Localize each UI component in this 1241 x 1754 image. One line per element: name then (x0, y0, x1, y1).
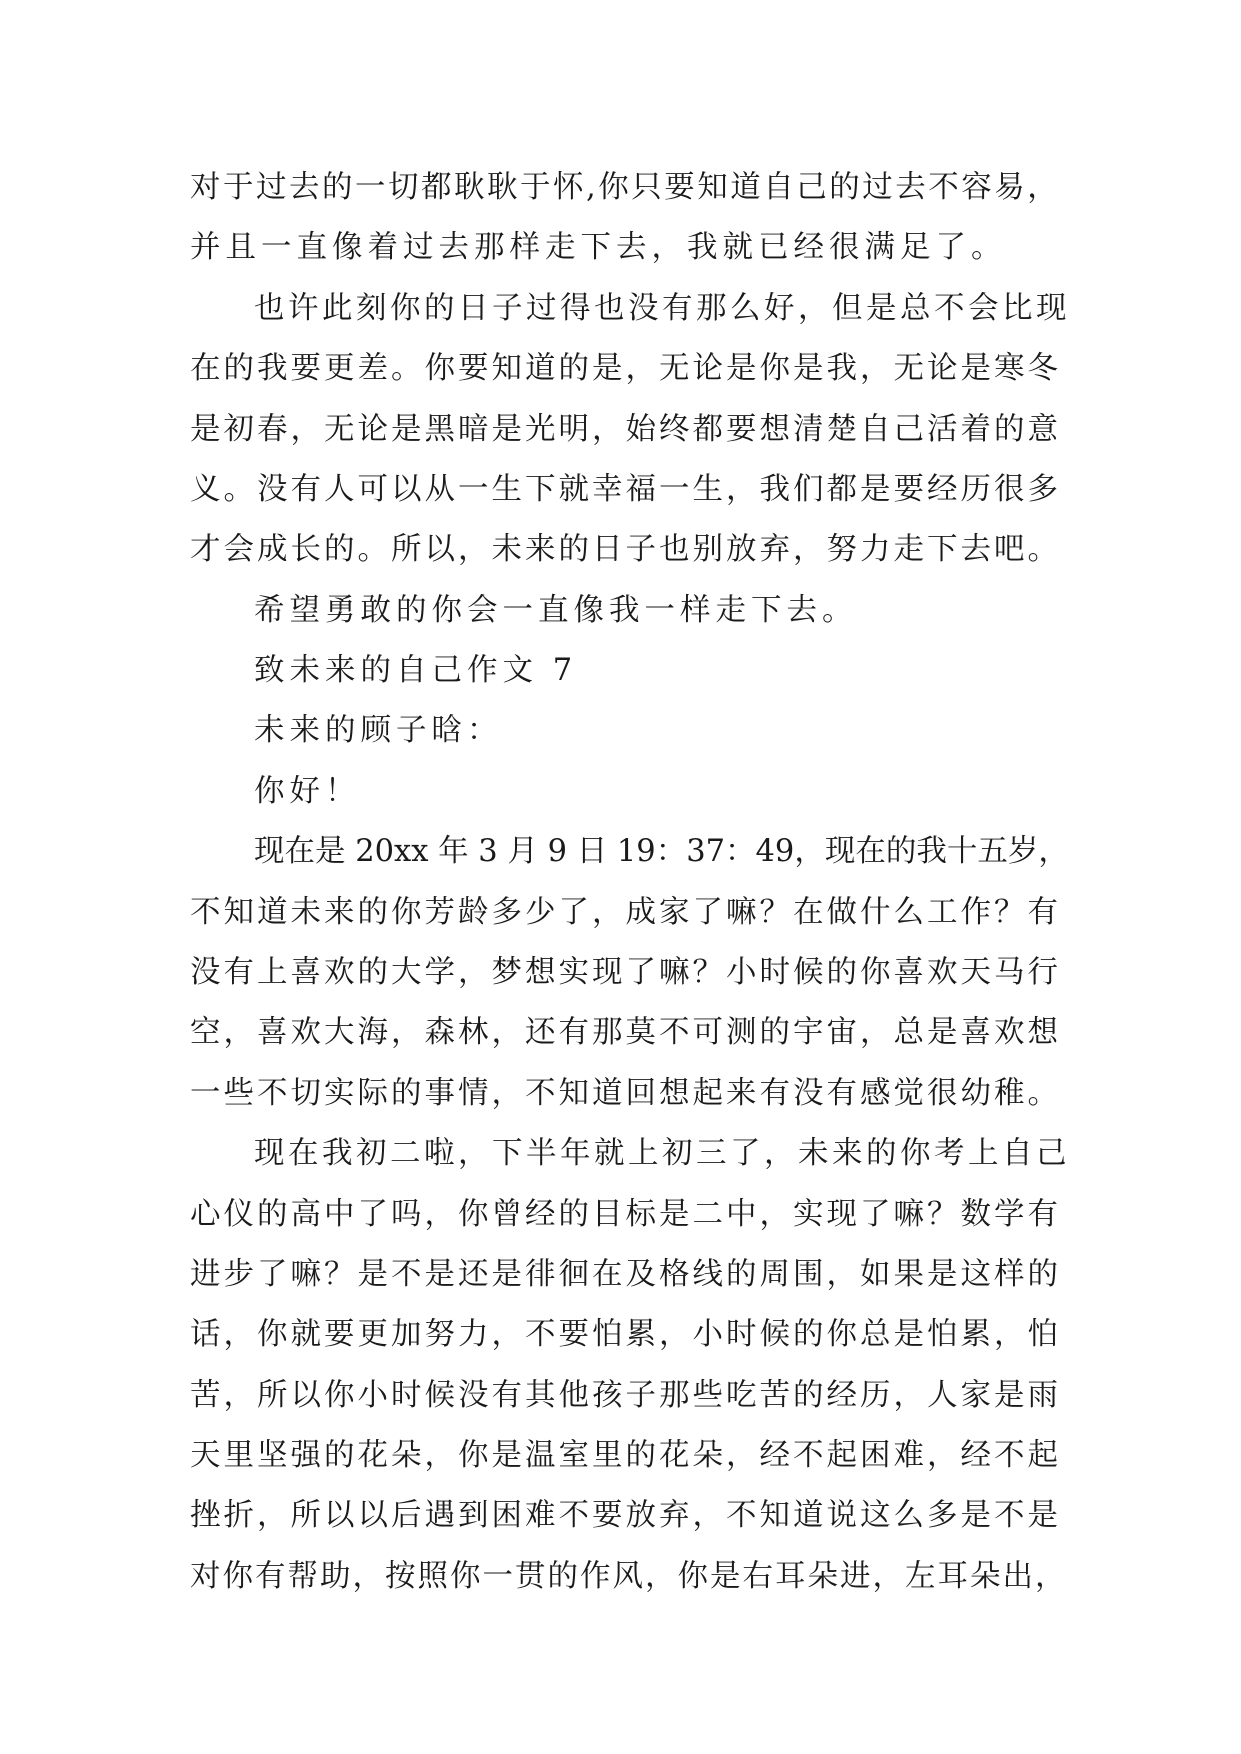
text-line: 空，喜欢大海，森林，还有那莫不可测的宇宙，总是喜欢想 (190, 1015, 1061, 1050)
paragraph-first-line: 也许此刻你的日子过得也没有那么好，但是总不会比现 (254, 291, 1070, 326)
text-line: 没有上喜欢的大学，梦想实现了嘛？小时候的你喜欢天马行 (190, 955, 1061, 990)
text-line: 进步了嘛？是不是还是徘徊在及格线的周围，如果是这样的 (190, 1257, 1061, 1292)
text-line: 话，你就要更加努力，不要怕累，小时候的你总是怕累，怕 (190, 1317, 1061, 1352)
text-line: 挫折，所以以后遇到困难不要放弃，不知道说这么多是不是 (190, 1498, 1061, 1533)
text-line: 在的我要更差。你要知道的是，无论是你是我，无论是寒冬 (190, 351, 1061, 386)
essay-title: 致未来的自己作文 7 (254, 653, 578, 688)
paragraph-first-line: 现在是 20xx 年 3 月 9 日 19：37：49，现在的我十五岁， (254, 834, 1069, 869)
text-line: 心仪的高中了吗，你曾经的目标是二中，实现了嘛？数学有 (190, 1197, 1061, 1232)
text-line: 义。没有人可以从一生下就幸福一生，我们都是要经历很多 (190, 472, 1061, 507)
text-line: 天里坚强的花朵，你是温室里的花朵，经不起困难，经不起 (190, 1438, 1061, 1473)
text-line: 是初春，无论是黑暗是光明，始终都要想清楚自己活着的意 (190, 412, 1061, 447)
text-line: 对你有帮助，按照你一贯的作风，你是右耳朵进，左耳朵出， (190, 1559, 1068, 1594)
text-line: 一些不切实际的事情，不知道回想起来有没有感觉很幼稚。 (190, 1076, 1061, 1111)
text-line: 才会成长的。所以，未来的日子也别放弃，努力走下去吧。 (190, 532, 1061, 567)
salutation: 未来的顾子晗： (254, 713, 503, 748)
paragraph-first-line: 现在我初二啦，下半年就上初三了，未来的你考上自己 (254, 1136, 1070, 1171)
paragraph-first-line: 希望勇敢的你会一直像我一样走下去。 (254, 593, 858, 628)
text-line: 并且一直像着过去那样走下去，我就已经很满足了。 (190, 230, 1007, 265)
text-line: 不知道未来的你芳龄多少了，成家了嘛？在做什么工作？有 (190, 895, 1061, 930)
text-line: 苦，所以你小时候没有其他孩子那些吃苦的经历，人家是雨 (190, 1378, 1061, 1413)
greeting: 你好！ (254, 774, 361, 809)
text-line: 对于过去的一切都耿耿于怀,你只要知道自己的过去不容易， (190, 170, 1061, 205)
